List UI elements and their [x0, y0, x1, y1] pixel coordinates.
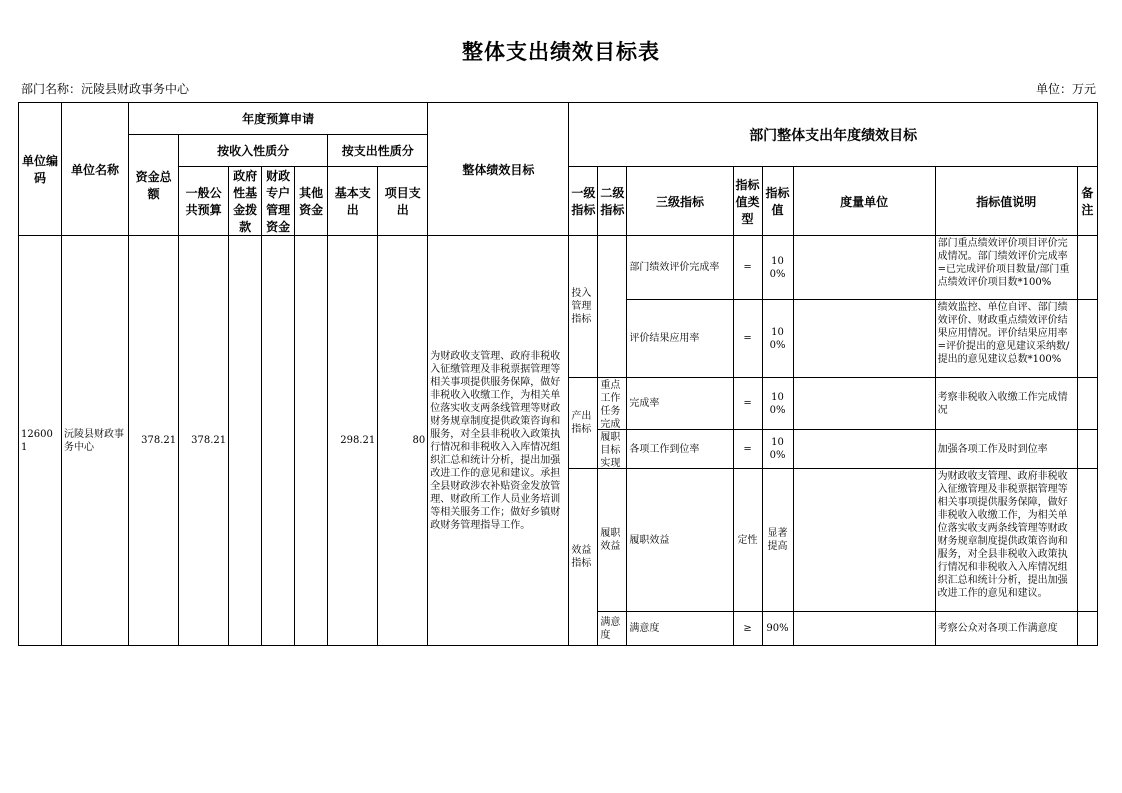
value-type-cell: =: [733, 236, 762, 300]
level2-cell: 满意度: [598, 612, 627, 646]
value-desc-cell: [935, 236, 1077, 300]
level2-cell: [598, 236, 627, 378]
value-type-cell: 定性: [733, 469, 762, 612]
level2-cell: [598, 430, 627, 469]
other-funds-cell: [295, 236, 328, 646]
header-level2: 二级指标: [598, 167, 627, 236]
measure-unit-cell: [793, 300, 935, 378]
department-name: 部门名称：沅陵县财政事务中心: [21, 82, 190, 96]
remark-cell: [1077, 430, 1097, 469]
value-desc-text: 为财政收支管理、政府非税收入征缴管理及非税票据管理等相关事项提供服务保障，做好非税收入收缴工作，为相关单位落实收支两条线管理等财政财务规章制度提供政策咨询和服务，对全县非税收入政策执行情况和非税收入入库情况组织汇总和统计分析，提出加强改进工作的意见和建议。: [937, 470, 1068, 599]
value-type-cell: ≥: [733, 612, 762, 646]
level3-cell: 满意度: [627, 612, 733, 646]
measure-unit-cell: [793, 430, 935, 469]
project-exp-cell: 80: [378, 236, 428, 646]
value-cell: 100%: [762, 378, 793, 430]
level2-cell: [598, 378, 627, 430]
header-fiscal-special: 财政专户管理资金: [262, 167, 295, 236]
basic-exp-cell: 298.21: [328, 236, 378, 646]
level1-cell: 效益指标: [569, 469, 598, 646]
remark-cell: [1077, 300, 1097, 378]
header-total-funds: 资金总额: [129, 135, 179, 236]
value-type-cell: =: [733, 300, 762, 378]
currency-unit: 单位：万元: [1035, 82, 1096, 96]
header-overall-goal: 整体绩效目标: [428, 103, 569, 236]
header-level3: 三级指标: [627, 167, 733, 236]
header-basic-exp: 基本支出: [328, 167, 378, 236]
level3-cell: 部门绩效评价完成率: [627, 236, 733, 300]
measure-unit-cell: [793, 236, 935, 300]
value-desc-text: 部门重点绩效评价项目评价完成情况。部门绩效评价完成率=已完成评价项目数量/部门重点绩效评价项目数*100%: [937, 237, 1070, 288]
measure-unit-cell: [793, 469, 935, 612]
level2-text: 重点工作任务完成: [600, 379, 621, 429]
header-value: 指标值: [762, 167, 793, 236]
header-remark: 备注: [1077, 167, 1097, 236]
unit-code-cell: 126001: [19, 236, 62, 646]
header-level1: 一级指标: [569, 167, 598, 236]
unit-name-cell: 沅陵县财政事务中心: [62, 236, 129, 646]
value-cell: 100%: [762, 236, 793, 300]
remark-cell: [1077, 378, 1097, 430]
level3-cell: 各项工作到位率: [627, 430, 733, 469]
level3-cell: 完成率: [627, 378, 733, 430]
header-dept-goal: 部门整体支出年度绩效目标: [569, 103, 1098, 167]
header-value-desc: 指标值说明: [935, 167, 1077, 236]
level3-cell: 履职效益: [627, 469, 733, 612]
value-desc-cell: 考察公众对各项工作满意度: [935, 612, 1077, 646]
value-type-cell: =: [733, 378, 762, 430]
header-gov-fund: 政府性基金拨款: [229, 167, 262, 236]
header-other-funds: 其他资金: [295, 167, 328, 236]
level1-cell: 产出指标: [569, 378, 598, 469]
header-value-type: 指标值类型: [733, 167, 762, 236]
gov-fund-cell: [229, 236, 262, 646]
value-desc-cell: 考察非税收入收缴工作完成情况: [935, 378, 1077, 430]
page-title: 整体支出绩效目标表: [462, 40, 660, 64]
total-funds-cell: 378.21: [129, 236, 179, 646]
fiscal-special-cell: [262, 236, 295, 646]
value-desc-text: 绩效监控、单位自评、部门绩效评价、财政重点绩效评价结果应用情况。评价结果应用率=评价提出的意见建议采纳数/提出的意见建议总数*100%: [937, 301, 1070, 365]
level2-cell: 履职效益: [598, 469, 627, 612]
value-cell: 100%: [762, 430, 793, 469]
header-measure-unit: 度量单位: [793, 167, 935, 236]
header-project-exp: 项目支出: [378, 167, 428, 236]
value-desc-cell: 加强各项工作及时到位率: [935, 430, 1077, 469]
header-unit-name: 单位名称: [62, 103, 129, 236]
table-row: [19, 236, 1098, 300]
value-cell: 90%: [762, 612, 793, 646]
remark-cell: [1077, 469, 1097, 612]
header-by-income: 按收入性质分: [179, 135, 328, 167]
level3-cell: 评价结果应用率: [627, 300, 733, 378]
measure-unit-cell: [793, 378, 935, 430]
remark-cell: [1077, 236, 1097, 300]
header-by-expense: 按支出性质分: [328, 135, 428, 167]
general-budget-cell: 378.21: [179, 236, 229, 646]
level2-text: 履职目标实现: [600, 431, 621, 468]
value-type-cell: =: [733, 430, 762, 469]
value-desc-cell: [935, 300, 1077, 378]
value-cell: 100%: [762, 300, 793, 378]
header-unit-code: 单位编码: [19, 103, 62, 236]
level1-cell: 投入管理指标: [569, 236, 598, 378]
remark-cell: [1077, 612, 1097, 646]
value-cell: 显著提高: [762, 469, 793, 612]
measure-unit-cell: [793, 612, 935, 646]
header-annual-budget: 年度预算申请: [129, 103, 428, 135]
performance-table: [18, 102, 1098, 646]
value-desc-cell: [935, 469, 1077, 612]
overall-goal-cell: 为财政收支管理、政府非税收入征缴管理及非税票据管理等相关事项提供服务保障，做好非税收入收缴工作，为相关单位落实收支两条线管理等财政财务规章制度提供政策咨询和服务，对全县非税收入政策执行情况和非税收入入库情况组织汇总和统计分析，提出加强改进工作的意见和建议。承担全县财政涉农补贴资金发放管理、财政所工作人员业务培训等相关服务工作；做好乡镇财政财务管理指导工作。: [428, 236, 569, 646]
header-general-budget: 一般公共预算: [179, 167, 229, 236]
